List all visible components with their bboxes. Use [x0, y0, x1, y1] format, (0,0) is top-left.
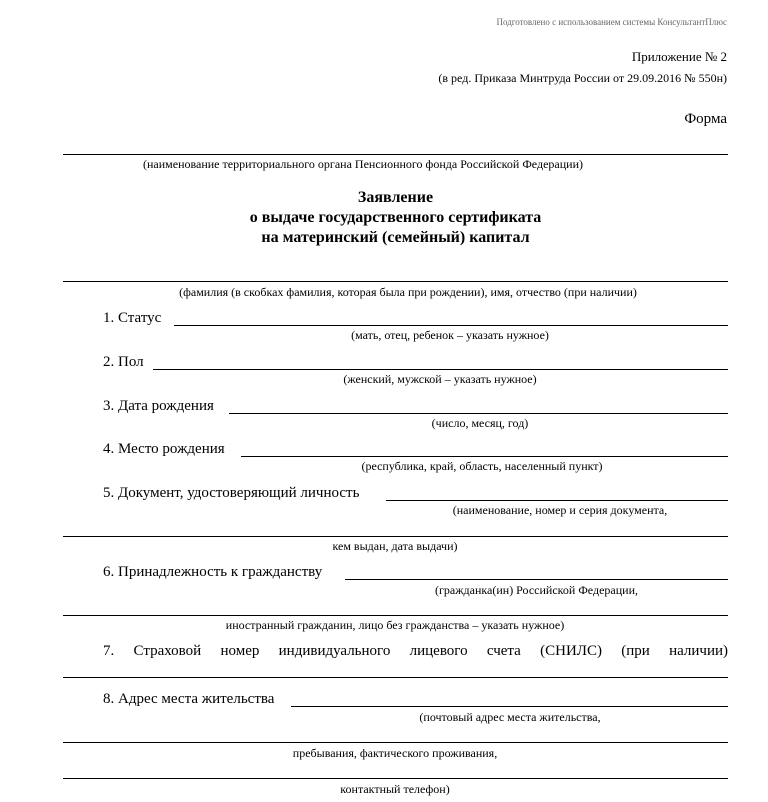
document-label: 5. Документ, удостоверяющий личность	[103, 485, 360, 501]
address-label: 8. Адрес места жительства	[103, 691, 275, 707]
org-name-hint: (наименование территориального органа Пенсионного фонда Российской Федерации)	[142, 157, 583, 171]
address-hint-1: (почтовый адрес места жительства,	[419, 710, 601, 724]
birth-place-line[interactable]	[241, 456, 728, 457]
address-hint-2: пребывания, фактического проживания,	[292, 746, 498, 760]
status-label: 1. Статус	[103, 310, 162, 326]
document-line[interactable]	[386, 500, 728, 501]
snils-label: 7. Страховой номер индивидуального лицевого счета (СНИЛС) (при наличии)	[103, 643, 728, 659]
citizenship-label: 6. Принадлежность к гражданству	[103, 564, 323, 580]
citizenship-line-2[interactable]	[63, 615, 728, 616]
citizenship-hint-2: иностранный гражданин, лицо без гражданства – указать нужное)	[225, 618, 565, 632]
birth-date-hint: (число, месяц, год)	[431, 416, 529, 430]
title-line-3: на материнский (семейный) капитал	[261, 229, 530, 246]
status-hint: (мать, отец, ребенок – указать нужное)	[351, 328, 549, 342]
snils-line[interactable]	[63, 677, 728, 678]
address-line-3[interactable]	[63, 778, 728, 779]
address-hint-3: контактный телефон)	[340, 782, 450, 796]
citizenship-line[interactable]	[345, 579, 728, 580]
appendix-number: Приложение № 2	[631, 49, 727, 64]
address-line[interactable]	[291, 706, 728, 707]
birth-place-label: 4. Место рождения	[103, 441, 225, 457]
birth-date-label: 3. Дата рождения	[103, 398, 214, 414]
citizenship-hint-1: (гражданка(ин) Российской Федерации,	[434, 583, 638, 597]
gender-hint: (женский, мужской – указать нужное)	[343, 372, 537, 386]
address-line-2[interactable]	[63, 742, 728, 743]
birth-date-line[interactable]	[229, 413, 728, 414]
status-line[interactable]	[174, 325, 728, 326]
document-hint-2: кем выдан, дата выдачи)	[332, 539, 458, 553]
document-hint-1: (наименование, номер и серия документа,	[452, 503, 668, 517]
full-name-hint: (фамилия (в скобках фамилия, которая была при рождении), имя, отчество (при наличии)	[179, 285, 637, 299]
title-line-1: Заявление	[357, 189, 434, 206]
birth-place-hint: (республика, край, область, населенный пункт)	[361, 459, 603, 473]
full-name-line[interactable]	[63, 281, 728, 282]
title-line-2: о выдаче государственного сертификата	[249, 209, 542, 226]
org-name-line[interactable]	[63, 154, 728, 155]
gender-label: 2. Пол	[103, 354, 144, 370]
consultant-watermark: Подготовлено с использованием системы КонсультантПлюс	[496, 17, 727, 27]
gender-line[interactable]	[153, 369, 728, 370]
document-title	[63, 188, 728, 248]
form-label: Форма	[684, 111, 727, 127]
revision-note: (в ред. Приказа Минтруда России от 29.09.2016 № 550н)	[438, 71, 727, 85]
document-line-2[interactable]	[63, 536, 728, 537]
